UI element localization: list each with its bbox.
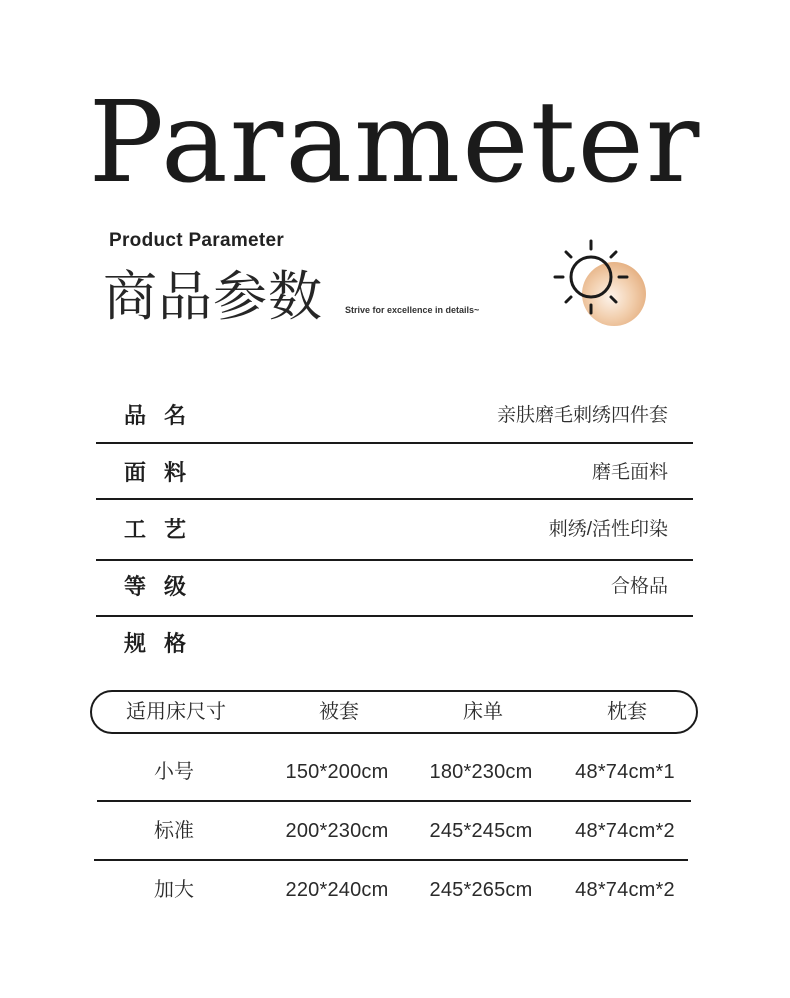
- header-cell-duvet-cover: 被套: [319, 701, 359, 723]
- param-label: 规格: [124, 631, 205, 656]
- header-cell-pillowcase: 枕套: [607, 701, 647, 723]
- sun-icon: [548, 236, 652, 336]
- param-row-name: [96, 388, 693, 444]
- param-row-fabric: [96, 445, 693, 501]
- table-row: [90, 803, 698, 859]
- table-cell: 245*265cm: [429, 879, 533, 901]
- param-value: 磨毛面料: [591, 462, 668, 483]
- table-cell: 200*230cm: [285, 820, 389, 842]
- header-cell-bed-sheet: 床单: [463, 701, 503, 723]
- param-value: 亲肤磨毛刺绣四件套: [496, 405, 668, 426]
- divider: [94, 859, 688, 861]
- table-cell: 180*230cm: [429, 761, 533, 783]
- header-cell-bed-size: 适用床尺寸: [126, 701, 226, 723]
- param-label: 面料: [124, 460, 205, 485]
- table-cell: 48*74cm*2: [575, 820, 675, 842]
- divider: [96, 442, 693, 444]
- slogan: Strive for excellence in details~: [345, 305, 480, 315]
- table-cell: 245*245cm: [429, 820, 533, 842]
- section-title-en: Product Parameter: [109, 230, 285, 251]
- table-cell: 220*240cm: [285, 879, 389, 901]
- size-table-header: [90, 690, 698, 734]
- table-cell: 48*74cm*1: [575, 761, 675, 783]
- table-cell: 标准: [154, 820, 194, 842]
- table-row: [90, 862, 698, 918]
- param-value: 合格品: [610, 576, 668, 597]
- param-row-craft: [96, 502, 693, 558]
- divider: [96, 498, 693, 500]
- table-cell: 48*74cm*2: [575, 879, 675, 901]
- hero-title: Parameter: [88, 78, 702, 208]
- table-cell: 加大: [154, 879, 194, 901]
- param-value: 刺绣/活性印染: [548, 519, 668, 540]
- divider: [97, 800, 691, 802]
- param-label: 工艺: [124, 517, 205, 542]
- param-row-grade: [96, 559, 693, 615]
- param-label: 品名: [124, 403, 205, 428]
- param-label: 等级: [124, 574, 205, 599]
- table-cell: 150*200cm: [285, 761, 389, 783]
- table-row: [90, 744, 698, 800]
- param-row-spec: [96, 616, 693, 672]
- table-cell: 小号: [154, 761, 194, 783]
- section-title-cn: 商品参数: [103, 265, 323, 328]
